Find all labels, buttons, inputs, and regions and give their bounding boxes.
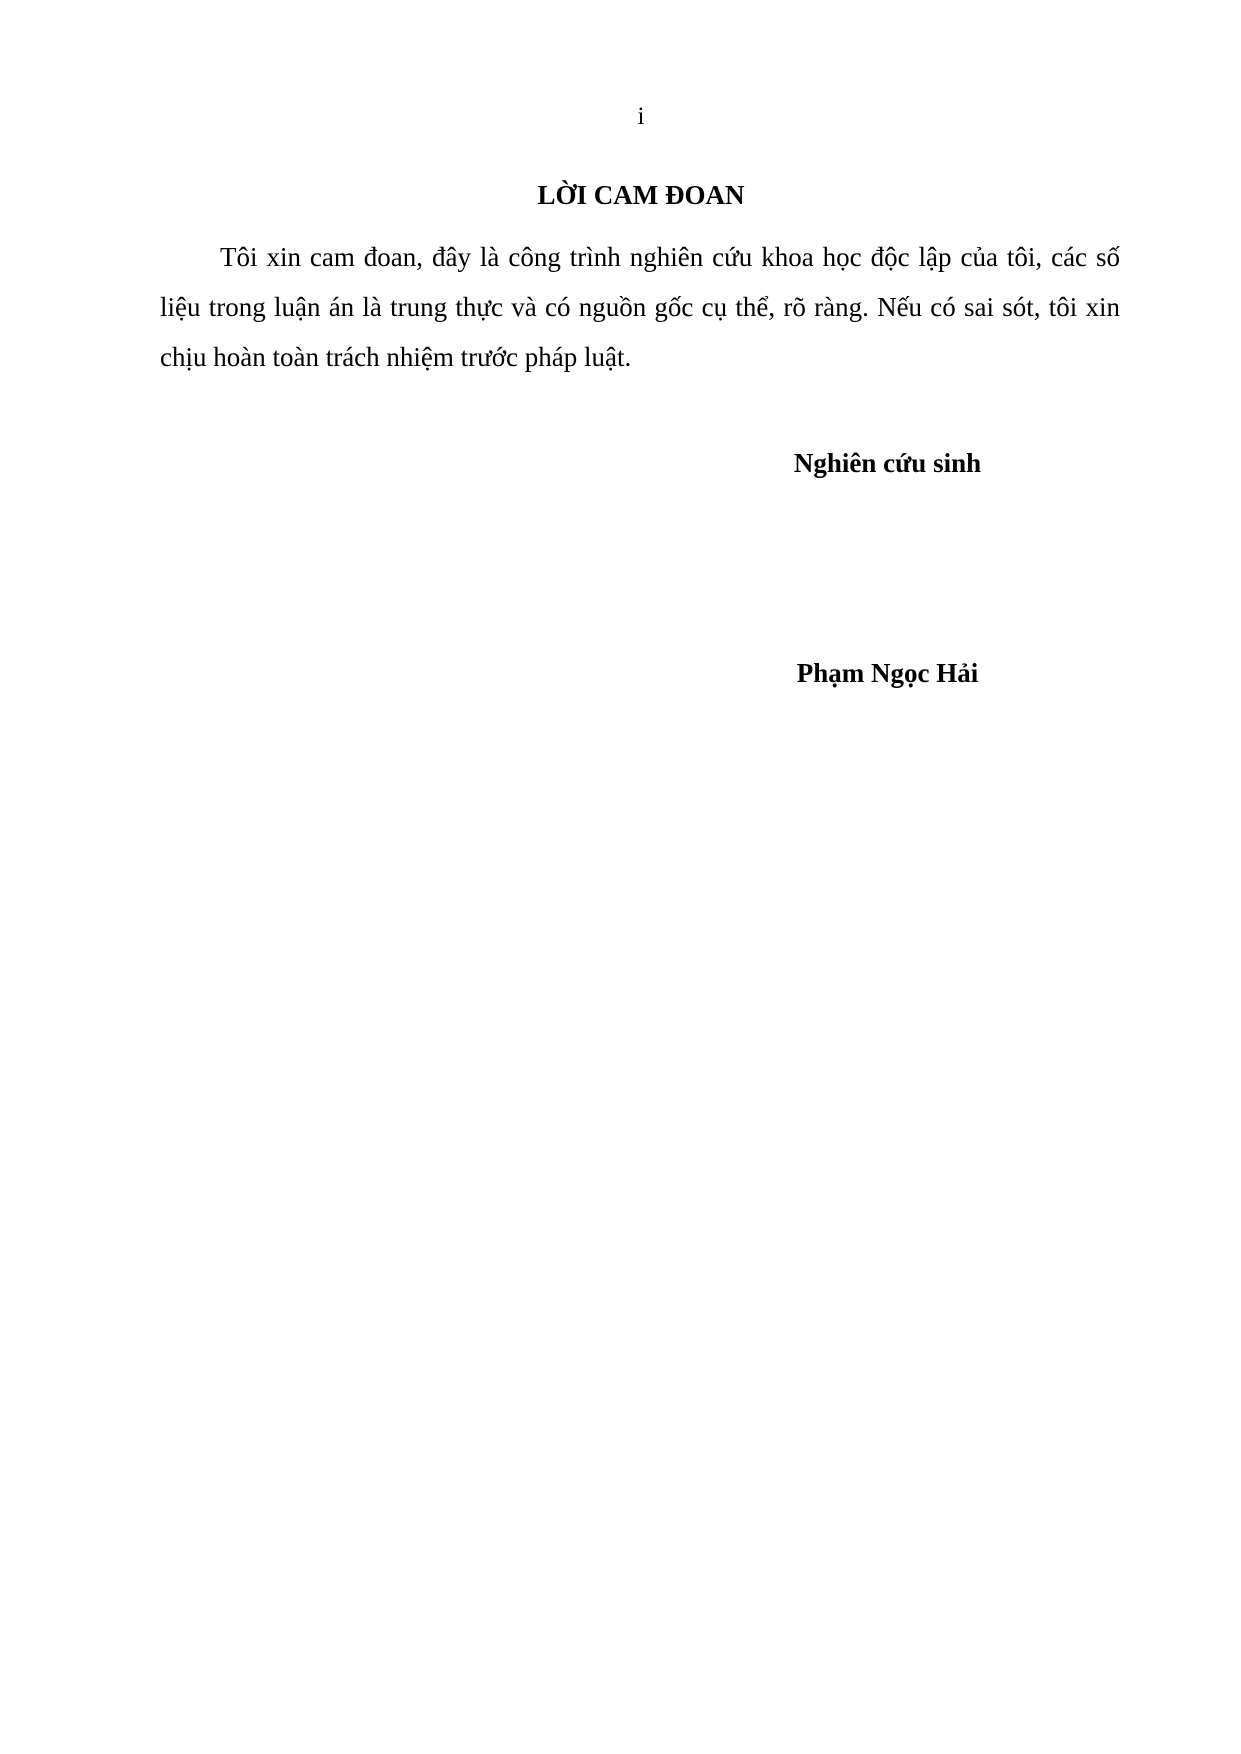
page-title: LỜI CAM ĐOAN — [537, 180, 745, 210]
page-number: i — [637, 103, 645, 130]
signature-role: Nghiên cứu sinh — [793, 448, 982, 478]
signature-name: Phạm Ngọc Hải — [796, 658, 979, 688]
declaration-paragraph: Tôi xin cam đoan, đây là công trình nghiên cứu khoa học độc lập của tôi, các số liệu trong luận án là trung thực và có nguồn gốc cụ thể, rõ ràng. Nếu có sai sót, tôi xin chịu hoàn toàn trách nhiệm trước pháp luật. — [160, 242, 1120, 372]
